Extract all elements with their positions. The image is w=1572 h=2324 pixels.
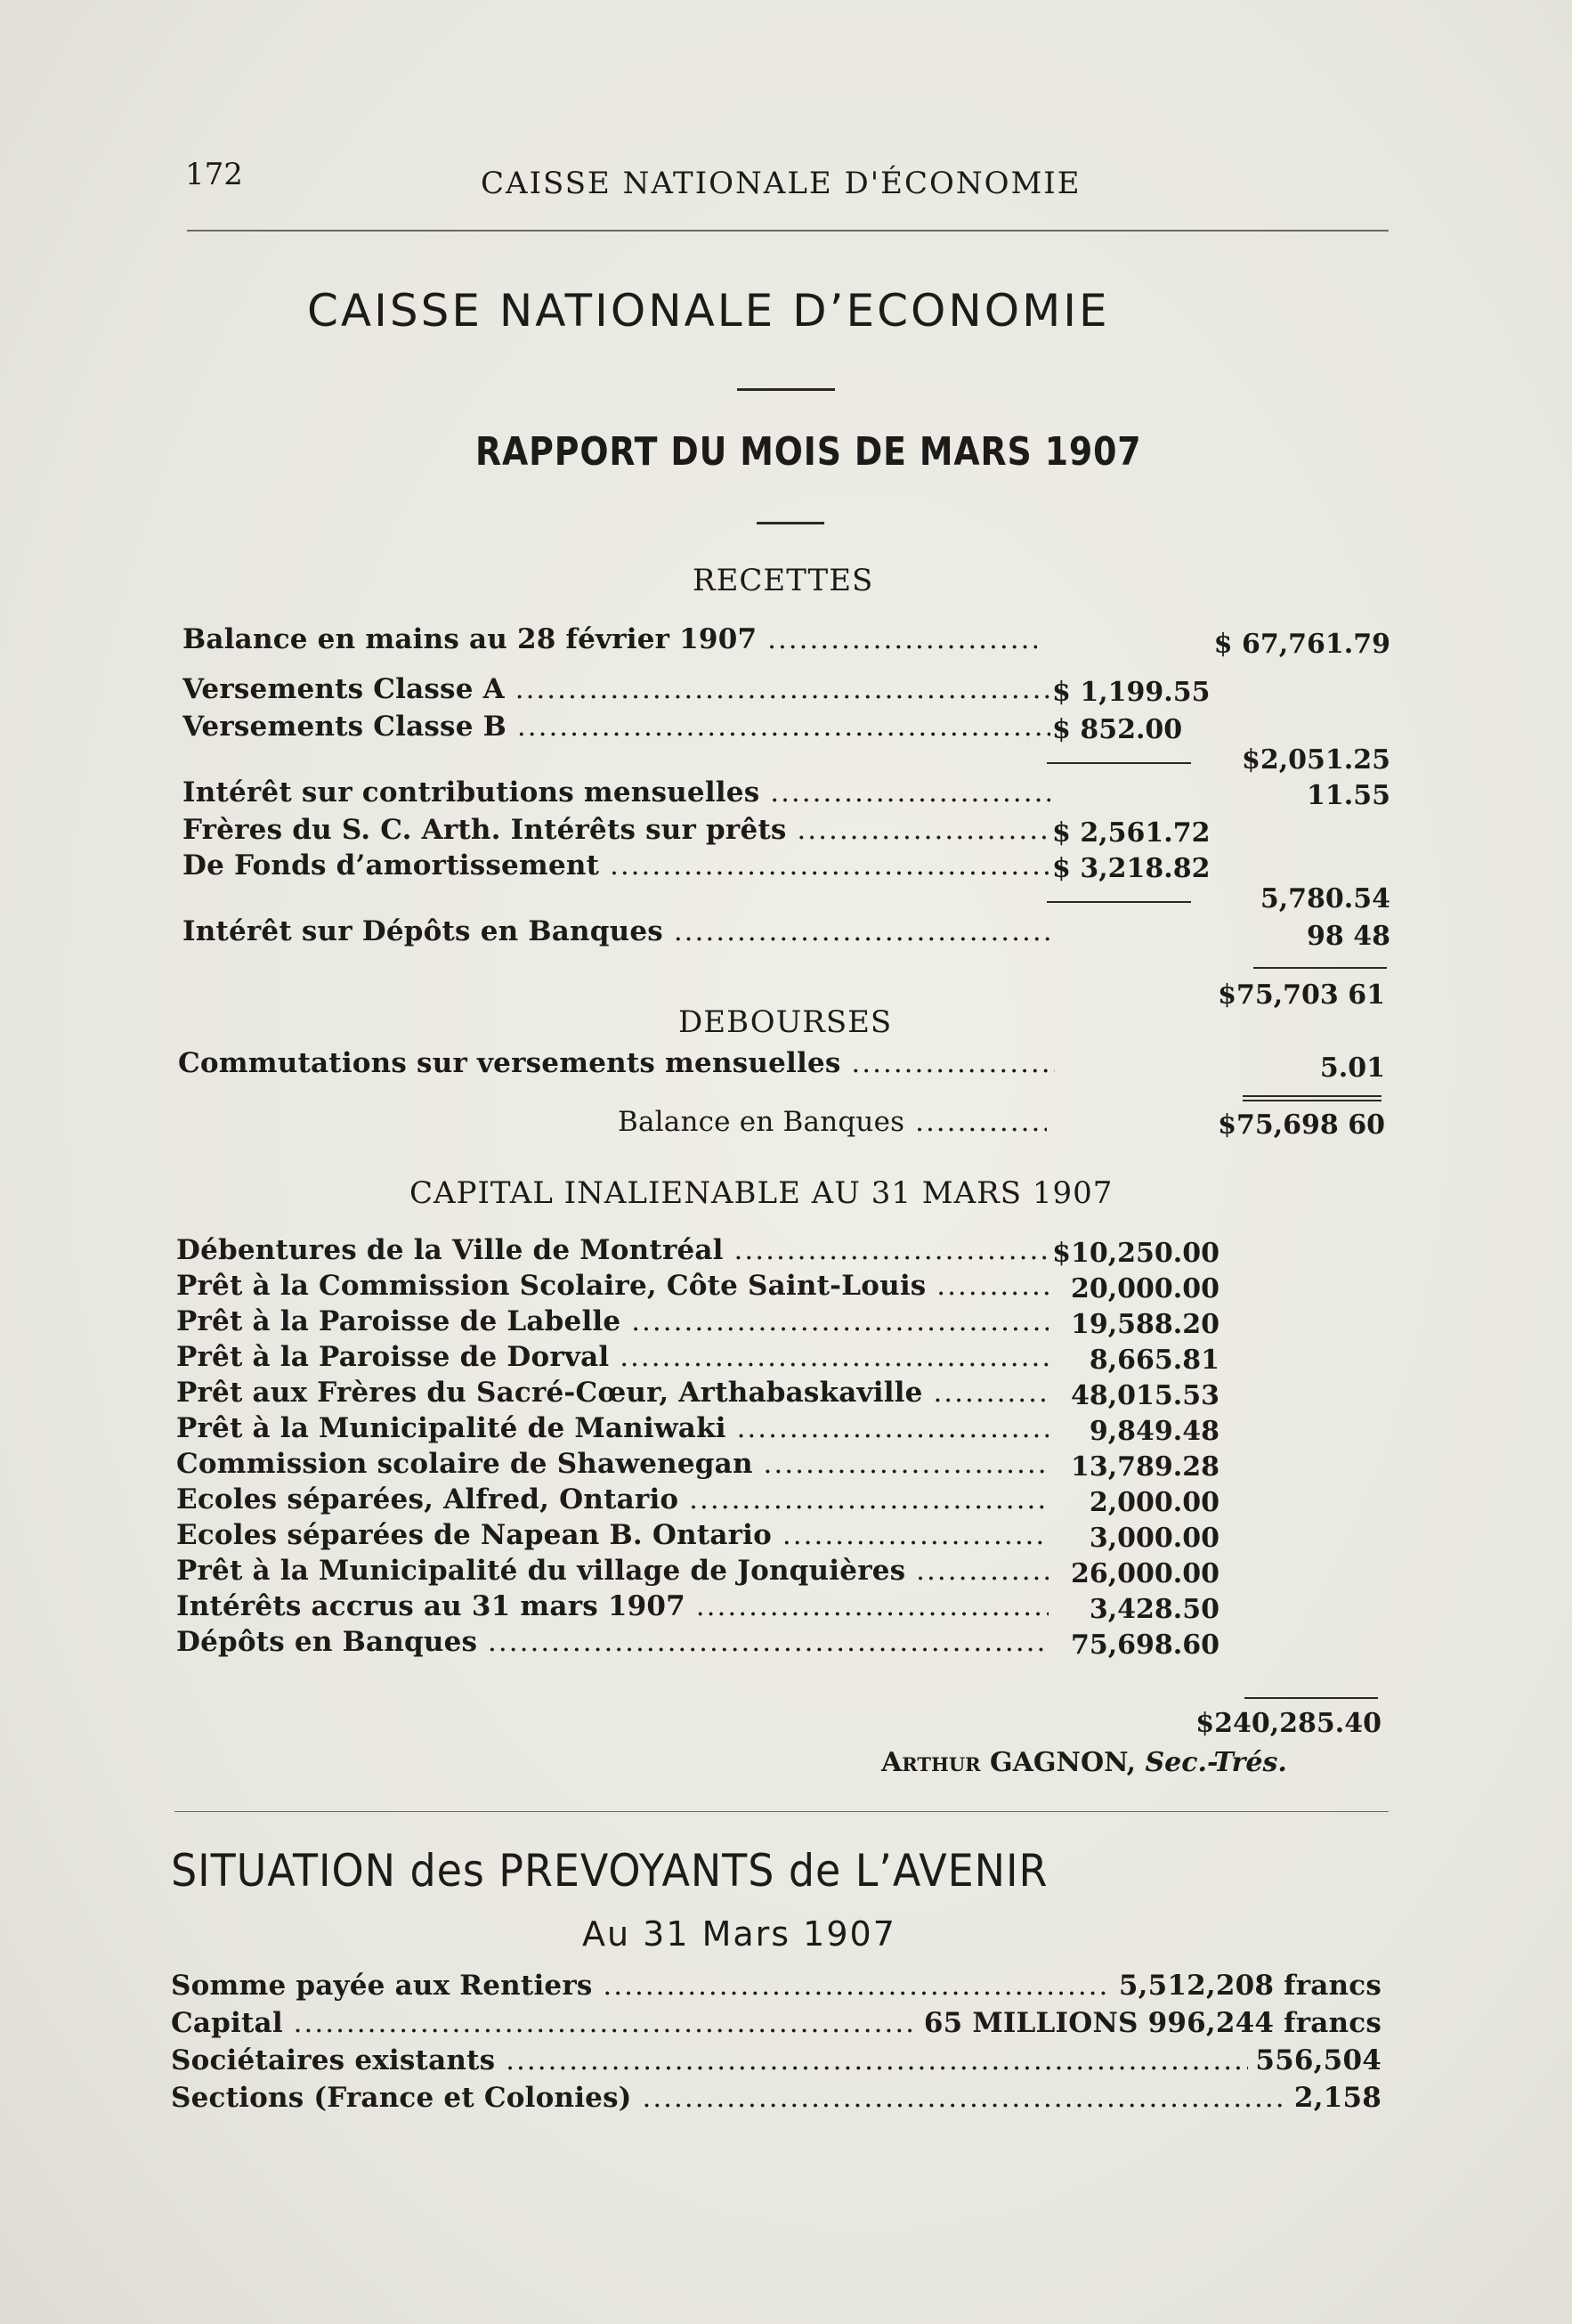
capital-row-label (176, 1377, 1049, 1409)
page-number: 172 (185, 157, 243, 192)
balance-label-text: Balance en mains au 28 février 1907 (182, 623, 758, 655)
versement-a-label (182, 673, 1050, 705)
grand-total-line (1253, 967, 1387, 969)
signature-name: Arthur GAGNON, (881, 1747, 1137, 1778)
capital-row-label (176, 1341, 1049, 1373)
capital-row-label-text: Ecoles séparées, Alfred, Ontario (176, 1483, 679, 1515)
situation-row-value: 2,158 (1293, 2082, 1382, 2114)
capital-row (176, 1483, 1049, 1517)
versement-b-amount: $ 852.00 (1052, 714, 1183, 745)
situation-row (171, 2082, 1382, 2117)
capital-row-label (176, 1448, 1049, 1480)
report-subtitle: RAPPORT DU MOIS DE MARS 1907 (475, 429, 1142, 475)
signature-title: Sec.-Trés. (1145, 1747, 1287, 1778)
capital-row (176, 1412, 1049, 1446)
debourses-heading: DEBOURSES (678, 1004, 893, 1040)
capital-row-label-text: Prêt à la Municipalité du village de Jonquières (176, 1555, 906, 1587)
capital-row-label (176, 1519, 1049, 1551)
recettes-heading: RECETTES (693, 563, 874, 598)
capital-row-amount: 26,000.00 (1070, 1558, 1220, 1589)
depots-amount: 98 48 (1307, 921, 1390, 952)
running-title: CAISSE NATIONALE D'ÉCONOMIE (481, 166, 1082, 201)
interet-contrib-amount: 11.55 (1307, 780, 1390, 811)
depots-label-text: Intérêt sur Dépôts en Banques (182, 915, 663, 947)
capital-row-label-text: Intérêts accrus au 31 mars 1907 (176, 1590, 685, 1622)
capital-heading: CAPITAL INALIENABLE AU 31 MARS 1907 (409, 1175, 1114, 1211)
capital-row-label-text: Prêt aux Frères du Sacré-Cœur, Arthabaskaville (176, 1377, 923, 1409)
situation-row-label (171, 2082, 1287, 2114)
balance-banques-row (618, 1106, 1047, 1142)
versement-a-label-text: Versements Classe A (182, 673, 505, 705)
capital-row (176, 1519, 1049, 1553)
situation-row-label (171, 2044, 1248, 2076)
situation-row-label-text: Sections (France et Colonies) (171, 2082, 632, 2114)
versement-a-amount: $ 1,199.55 (1052, 677, 1211, 708)
situation-row-label-text: Capital (171, 2007, 283, 2039)
capital-row (176, 1377, 1049, 1410)
versements-sum-line (1047, 762, 1191, 764)
balance-banques-label-text: Balance en Banques (618, 1106, 905, 1138)
fonds-label-text: De Fonds d’amortissement (182, 849, 600, 882)
situation-date: Au 31 Mars 1907 (582, 1914, 896, 1954)
capital-row-amount: 48,015.53 (1070, 1380, 1220, 1411)
capital-row (176, 1590, 1049, 1624)
capital-row-label-text: Prêt à la Paroisse de Labelle (176, 1305, 621, 1337)
interet-contrib-row (182, 776, 1050, 812)
capital-row-label (176, 1483, 1049, 1515)
section-divider (174, 1811, 1389, 1812)
capital-row (176, 1448, 1049, 1482)
depots-row (182, 915, 1050, 951)
commutations-label (178, 1047, 1055, 1079)
situation-row-value: 5,512,208 francs (1118, 1970, 1382, 2002)
situation-row (171, 1970, 1382, 2005)
capital-row-label-text: Prêt à la Municipalité de Maniwaki (176, 1412, 726, 1444)
versement-b-label-text: Versements Classe B (182, 711, 507, 743)
versement-b-label (182, 711, 1050, 743)
freres-row (182, 814, 1050, 849)
capital-row-label (176, 1305, 1049, 1337)
capital-row (176, 1555, 1049, 1589)
situation-row-label-text: Sociétaires existants (171, 2044, 496, 2076)
commutations-double-line (1243, 1095, 1382, 1101)
capital-row-label (176, 1234, 1049, 1266)
situation-title: SITUATION des PREVOYANTS de L’AVENIR (171, 1845, 1049, 1897)
freres-label-text: Frères du S. C. Arth. Intérêts sur prêts (182, 814, 787, 846)
capital-row-label (176, 1626, 1049, 1658)
balance-row (182, 623, 1037, 659)
capital-row-amount: 8,665.81 (1089, 1345, 1220, 1376)
situation-row-value: 556,504 (1255, 2044, 1382, 2076)
subtitle-divider (757, 522, 824, 524)
commutations-label-text: Commutations sur versements mensuelles (178, 1047, 841, 1079)
capital-row-amount: 3,000.00 (1089, 1523, 1220, 1554)
capital-row (176, 1626, 1049, 1660)
capital-row-label (176, 1590, 1049, 1622)
situation-row (171, 2007, 1382, 2043)
fonds-row (182, 849, 1050, 885)
capital-row-label-text: Prêt à la Commission Scolaire, Côte Saint-Louis (176, 1270, 927, 1302)
capital-row-amount: 75,698.60 (1070, 1629, 1220, 1661)
title-divider (737, 388, 835, 391)
freres-fonds-sum-line (1047, 901, 1191, 903)
capital-row-amount: 9,849.48 (1089, 1416, 1220, 1447)
header-rule (187, 230, 1389, 232)
situation-row-value: 65 MILLIONS 996,244 francs (923, 2007, 1382, 2039)
signature (881, 1747, 1287, 1778)
capital-row-label-text: Ecoles séparées de Napean B. Ontario (176, 1519, 773, 1551)
fonds-label (182, 849, 1050, 882)
freres-fonds-total: 5,780.54 (1260, 883, 1390, 914)
versements-total: $2,051.25 (1241, 744, 1390, 776)
commutations-row (178, 1047, 1055, 1083)
capital-row-amount: 3,428.50 (1089, 1594, 1220, 1625)
situation-row-label-text: Somme payée aux Rentiers (171, 1970, 593, 2002)
freres-amount: $ 2,561.72 (1052, 817, 1211, 849)
interet-contrib-label-text: Intérêt sur contributions mensuelles (182, 776, 760, 809)
balance-banques-amount: $75,698 60 (1218, 1109, 1385, 1141)
balance-amount: $ 67,761.79 (1213, 629, 1390, 660)
recettes-grand-total: $75,703 61 (1218, 979, 1385, 1011)
capital-row-label-text: Prêt à la Paroisse de Dorval (176, 1341, 610, 1373)
fonds-amount: $ 3,218.82 (1052, 853, 1211, 884)
situation-row-label (171, 1970, 1112, 2002)
capital-total-line (1244, 1697, 1378, 1699)
depots-label (182, 915, 1050, 947)
commutations-amount: 5.01 (1319, 1052, 1385, 1084)
capital-row-amount: 19,588.20 (1070, 1309, 1220, 1340)
capital-total: $240,285.40 (1195, 1708, 1382, 1739)
capital-row-amount: 20,000.00 (1070, 1273, 1220, 1304)
capital-row-label-text: Débentures de la Ville de Montréal (176, 1234, 724, 1266)
main-title: CAISSE NATIONALE D’ECONOMIE (307, 285, 1110, 337)
capital-row-label (176, 1412, 1049, 1444)
capital-row (176, 1270, 1049, 1304)
capital-row (176, 1341, 1049, 1375)
balance-banques-label (618, 1106, 1047, 1138)
capital-row-amount: $10,250.00 (1052, 1238, 1220, 1269)
capital-row-amount: 13,789.28 (1070, 1451, 1220, 1483)
capital-row (176, 1234, 1049, 1268)
capital-row-amount: 2,000.00 (1089, 1487, 1220, 1518)
situation-row (171, 2044, 1382, 2080)
capital-row-label (176, 1555, 1049, 1587)
versement-b-row (182, 711, 1050, 746)
capital-row-label (176, 1270, 1049, 1302)
balance-label (182, 623, 1037, 655)
interet-contrib-label (182, 776, 1050, 809)
capital-row (176, 1305, 1049, 1339)
capital-row-label-text: Commission scolaire de Shawenegan (176, 1448, 753, 1480)
versement-a-row (182, 673, 1050, 709)
freres-label (182, 814, 1050, 846)
situation-row-label (171, 2007, 917, 2039)
capital-row-label-text: Dépôts en Banques (176, 1626, 478, 1658)
